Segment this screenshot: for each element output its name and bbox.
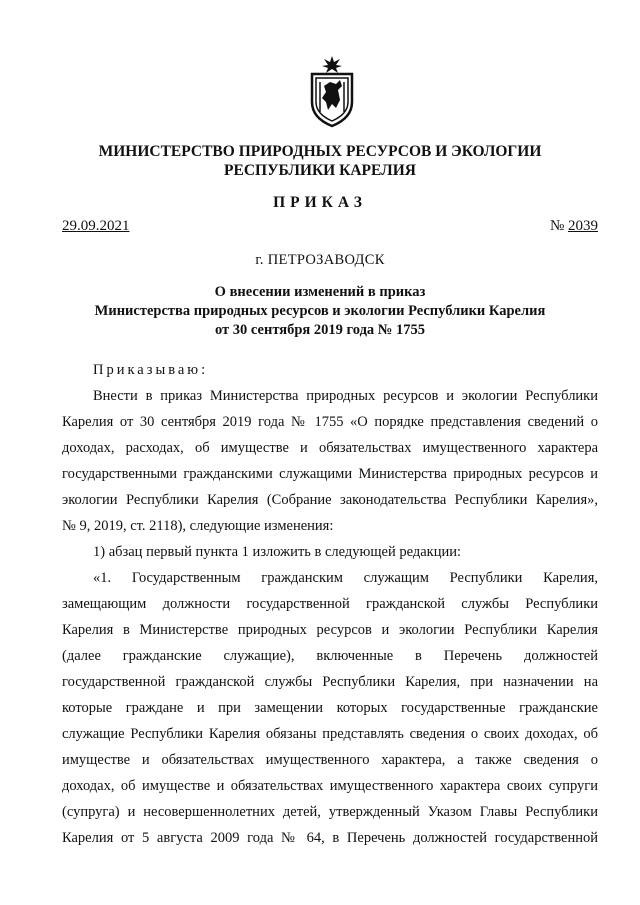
ministry-name-line1: МИНИСТЕРСТВО ПРИРОДНЫХ РЕСУРСОВ И ЭКОЛОГИИ <box>98 143 542 160</box>
body-line: государственными гражданскими служащими Министерства природных ресурсов и <box>62 466 598 482</box>
body-line: Карелия от 5 августа 2009 года № 64, в Перечень должностей государственной <box>62 830 598 846</box>
body-line: (супруга) и несовершеннолетних детей, утвержденный Указом Главы Республики <box>62 804 598 820</box>
body-line: (далее гражданские служащие), включенные в Перечень должностей <box>62 648 598 664</box>
document-type: ПРИКАЗ <box>273 194 367 211</box>
order-number-value: 2039 <box>568 218 598 234</box>
body-line: «1. Государственным гражданским служащим Республики Карелия, <box>93 570 598 586</box>
body-line: Карелия от 30 сентября 2019 года № 1755 «О порядке представления сведений о <box>62 414 598 430</box>
order-date: 29.09.2021 <box>62 218 130 234</box>
body-line: доходах, расходах, об имуществе и обязательствах имущественного характера <box>62 440 598 456</box>
body-line: которые граждане и при замещении которых государственные гражданские <box>62 700 598 716</box>
body-line: государственной гражданской службы Республики Карелия, при назначении на <box>62 674 598 690</box>
body-line: доходах, об имуществе и обязательствах имущественного характера своих супруги <box>62 778 598 794</box>
body-line: служащие Республики Карелия обязаны представлять сведения о своих доходах, об <box>62 726 598 742</box>
body-line: № 9, 2019, ст. 2118), следующие изменения: <box>62 518 334 534</box>
body-line: имуществе и обязательствах имущественного характера, а также сведения о <box>62 752 598 768</box>
body-line: 1) абзац первый пункта 1 изложить в следующей редакции: <box>93 544 462 560</box>
order-verb: Приказываю: <box>93 362 209 378</box>
body-line: экологии Республики Карелия (Собрание законодательства Республики Карелия», <box>62 492 598 508</box>
body-line: Карелия в Министерстве природных ресурсов и экологии Республики Карелия <box>62 622 598 638</box>
ministry-name-line2: РЕСПУБЛИКИ КАРЕЛИЯ <box>224 162 416 179</box>
body-line: Внести в приказ Министерства природных ресурсов и экологии Республики <box>93 388 598 404</box>
order-number <box>550 218 598 235</box>
subject-line3: от 30 сентября 2019 года № 1755 <box>215 322 425 338</box>
city: г. ПЕТРОЗАВОДСК <box>255 252 385 268</box>
subject-line2: Министерства природных ресурсов и экологии Республики Карелия <box>94 303 546 319</box>
subject-line1: О внесении изменений в приказ <box>214 284 426 300</box>
number-sign: № <box>549 218 565 234</box>
body-line: замещающим должности государственной гражданской службы Республики <box>62 596 598 612</box>
karelia-coat-of-arms-icon <box>306 56 358 128</box>
